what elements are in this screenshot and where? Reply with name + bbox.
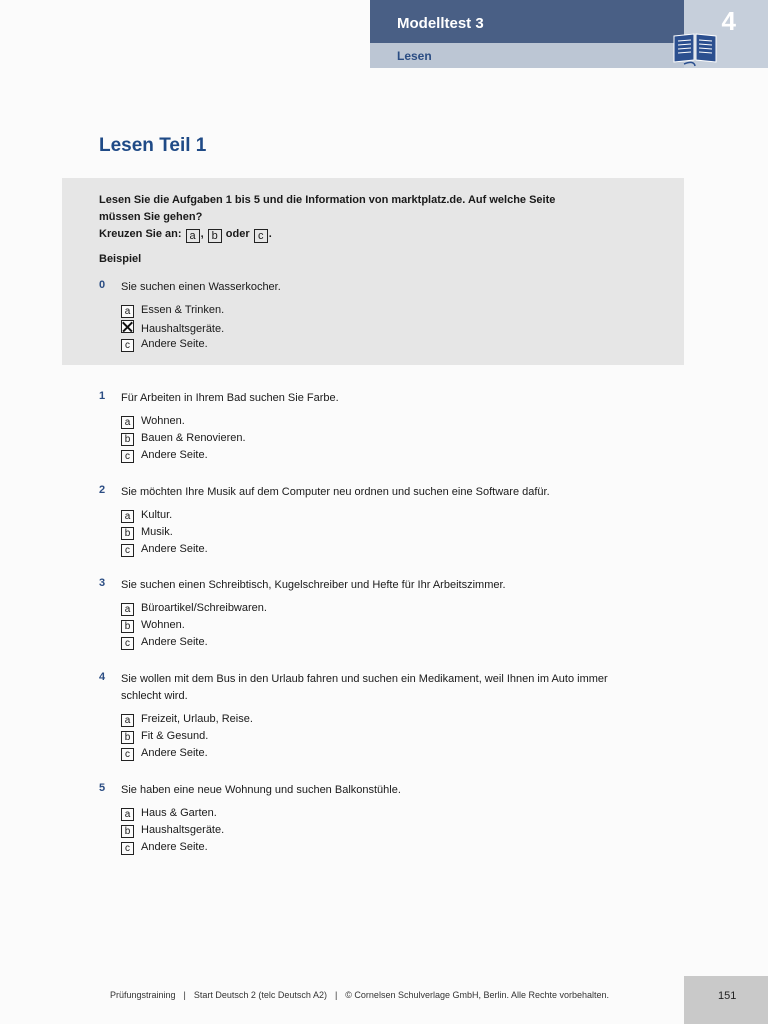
- option-list: [121, 303, 224, 354]
- option-text: Andere Seite.: [141, 338, 208, 350]
- example-label: Beispiel: [99, 253, 142, 265]
- option-text: Essen & Trinken.: [141, 304, 225, 316]
- page-number: 151: [718, 990, 737, 1002]
- task-question: Für Arbeiten in Ihrem Bad suchen Sie Farbe.: [121, 392, 339, 404]
- option-list: [121, 806, 224, 857]
- option-c[interactable]: [121, 337, 224, 354]
- task-number: 0: [99, 279, 106, 291]
- option-text: Fit & Gesund.: [141, 730, 209, 742]
- option-list: [121, 712, 253, 763]
- instruction-line-2: müssen Sie gehen?: [99, 211, 203, 223]
- option-b[interactable]: [121, 729, 253, 746]
- option-c[interactable]: [121, 635, 267, 652]
- task-question: Sie suchen einen Wasserkocher.: [121, 281, 281, 293]
- checkbox-c[interactable]: c: [121, 450, 134, 463]
- footer-part-2: Start Deutsch 2 (telc Deutsch A2): [193, 990, 327, 1000]
- instructions: [99, 192, 619, 243]
- choice-box-b: b: [208, 229, 222, 243]
- checkbox-a[interactable]: a: [121, 603, 134, 616]
- option-c[interactable]: [121, 542, 208, 559]
- option-text: Haus & Garten.: [141, 807, 217, 819]
- checkbox-a[interactable]: a: [121, 416, 134, 429]
- checkbox-b[interactable]: b: [121, 731, 134, 744]
- option-text: Bauen & Renovieren.: [141, 432, 246, 444]
- option-text: Büroartikel/Schreibwaren.: [141, 602, 267, 614]
- option-a[interactable]: [121, 303, 224, 320]
- checkbox-a[interactable]: a: [121, 305, 134, 318]
- option-c[interactable]: [121, 746, 253, 763]
- instruction-prefix: Kreuzen Sie an:: [99, 228, 182, 240]
- task-number: 3: [99, 577, 106, 589]
- option-text: Haushaltsgeräte.: [141, 824, 225, 836]
- footer-separator: |: [183, 990, 186, 1000]
- task-question: Sie suchen einen Schreibtisch, Kugelschreiber und Hefte für Ihr Arbeitszimmer.: [121, 579, 506, 591]
- choice-box-a: a: [186, 229, 200, 243]
- checkbox-b[interactable]: b: [121, 527, 134, 540]
- task-number: 1: [99, 390, 106, 402]
- header-subtitle: Lesen: [397, 49, 432, 63]
- option-a[interactable]: [121, 806, 224, 823]
- checkbox-c[interactable]: c: [121, 842, 134, 855]
- option-text: Andere Seite.: [141, 841, 208, 853]
- option-a[interactable]: [121, 414, 246, 431]
- option-text: Andere Seite.: [141, 543, 208, 555]
- option-text: Haushaltsgeräte.: [141, 323, 225, 335]
- task-question: Sie wollen mit dem Bus in den Urlaub fahren und suchen ein Medikament, weil Ihnen im Auto immer schlecht wird.: [121, 673, 608, 702]
- task-question: Sie möchten Ihre Musik auf dem Computer neu ordnen und suchen eine Software dafür.: [121, 486, 550, 498]
- footer-part-1: Prüfungstraining: [110, 990, 176, 1000]
- header-subtitle-bar: [370, 43, 684, 68]
- option-a[interactable]: [121, 508, 208, 525]
- checkbox-b[interactable]: b: [121, 825, 134, 838]
- header-title: Modelltest 3: [397, 15, 484, 32]
- option-b[interactable]: [121, 618, 267, 635]
- open-book-icon: [670, 30, 720, 73]
- option-list: [121, 601, 267, 652]
- footer-separator: |: [334, 990, 338, 1000]
- footer-part-3: © Cornelsen Schulverlage GmbH, Berlin. Alle Rechte vorbehalten.: [345, 990, 610, 1000]
- page-number-tab: [684, 976, 768, 1024]
- option-list: [121, 508, 208, 559]
- option-text: Wohnen.: [141, 619, 185, 631]
- chapter-number: 4: [721, 6, 736, 36]
- option-text: Andere Seite.: [141, 636, 208, 648]
- option-b[interactable]: [121, 823, 224, 840]
- checkbox-b-checked[interactable]: [121, 320, 134, 333]
- option-text: Freizeit, Urlaub, Reise.: [141, 713, 253, 725]
- option-a[interactable]: [121, 712, 253, 729]
- chapter-tab: [684, 0, 768, 68]
- section-title: Lesen Teil 1: [99, 135, 207, 156]
- option-text: Andere Seite.: [141, 449, 208, 461]
- checkbox-c[interactable]: c: [121, 544, 134, 557]
- instruction-line-1: Lesen Sie die Aufgaben 1 bis 5 und die Information von marktplatz.de. Auf welche Seite: [99, 194, 556, 206]
- task-question: Sie haben eine neue Wohnung und suchen Balkonstühle.: [121, 784, 401, 796]
- instruction-or: oder: [225, 228, 250, 240]
- task-number: 2: [99, 484, 106, 496]
- checkbox-c[interactable]: c: [121, 748, 134, 761]
- option-text: Andere Seite.: [141, 747, 208, 759]
- checkbox-a[interactable]: a: [121, 714, 134, 727]
- option-c[interactable]: [121, 840, 224, 857]
- option-b[interactable]: [121, 525, 208, 542]
- checkbox-c[interactable]: c: [121, 637, 134, 650]
- task-number: 4: [99, 671, 106, 683]
- checkbox-a[interactable]: a: [121, 808, 134, 821]
- choice-box-c: c: [254, 229, 268, 243]
- checkbox-b[interactable]: b: [121, 620, 134, 633]
- option-text: Wohnen.: [141, 415, 185, 427]
- option-c[interactable]: [121, 448, 246, 465]
- footer: [110, 990, 680, 1000]
- option-text: Kultur.: [141, 509, 173, 521]
- checkbox-b[interactable]: b: [121, 433, 134, 446]
- task-number: 5: [99, 782, 106, 794]
- option-b[interactable]: [121, 320, 224, 337]
- instruction-line-3: Kreuzen Sie an: a , b oder c .: [99, 228, 272, 242]
- checkbox-c[interactable]: c: [121, 339, 134, 352]
- checkbox-a[interactable]: a: [121, 510, 134, 523]
- option-a[interactable]: [121, 601, 267, 618]
- option-b[interactable]: [121, 431, 246, 448]
- option-list: [121, 414, 246, 465]
- header-title-bar: [370, 0, 684, 43]
- option-text: Musik.: [141, 526, 173, 538]
